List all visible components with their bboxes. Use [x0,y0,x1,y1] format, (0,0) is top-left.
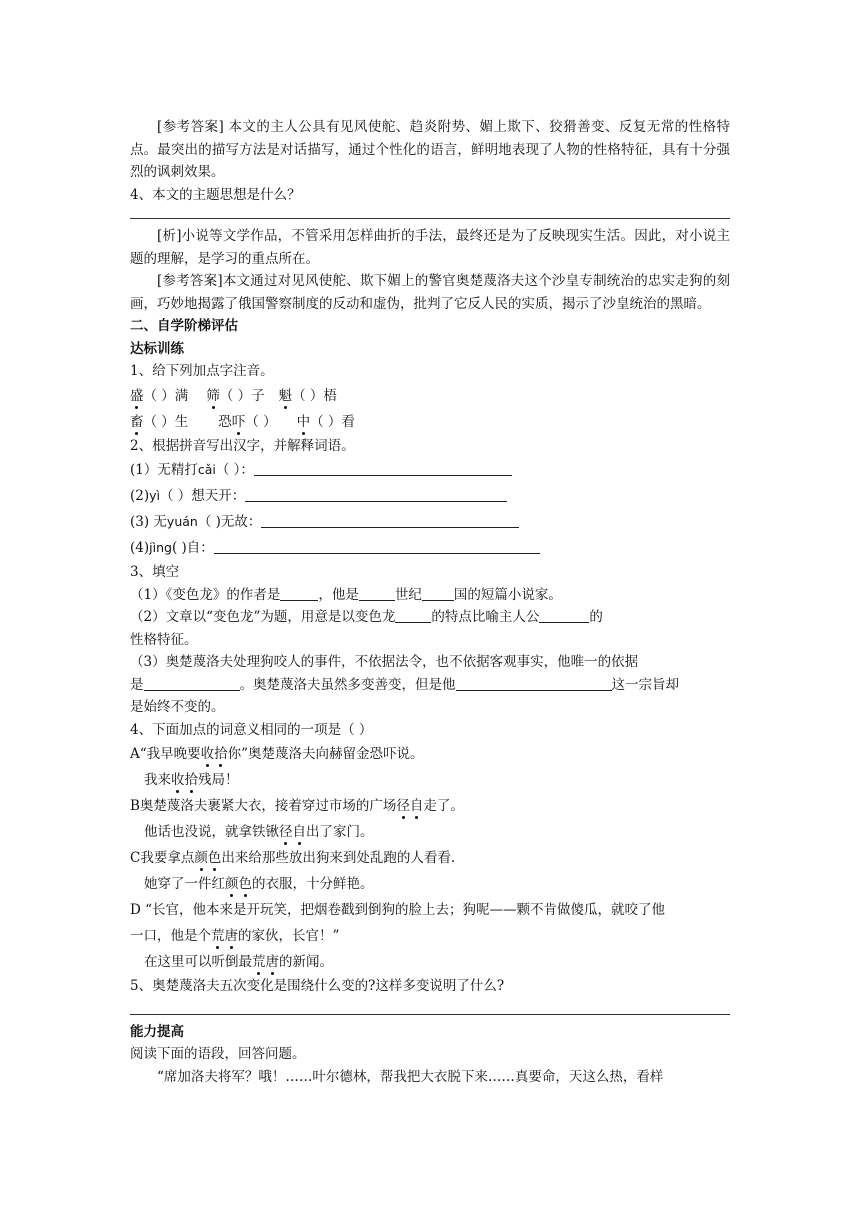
answer-blank[interactable] [280,586,318,601]
pinyin: jìng [149,540,172,555]
dotted-char: 自 [409,798,424,814]
blank-text: （ ） [245,413,277,430]
fill-1 [130,584,730,607]
section-heading: 二、自学阶梯评估 [130,318,238,334]
opt-text: 我来 [144,772,171,788]
opt-text: 的新闻。 [279,954,333,970]
exercise-1-row-1 [130,383,730,409]
dotted-char: 荒 [211,928,225,944]
exercise-2-d [130,535,730,561]
question-4: 4、本文的主题思想是什么？ [130,186,301,203]
fill-text: 。奥楚蔑洛夫虽然多变善变，但是他 [239,676,456,693]
dotted-char: 拾 [214,746,228,762]
item-tail: （ ）： [215,462,254,478]
opt-text: B奥楚蔑洛夫裹紧大衣，接着穿过市场的广场 [130,798,397,814]
subsection-heading-nengli: 能力提高 [130,1023,184,1040]
answer-blank[interactable] [261,513,519,528]
option-a-2 [130,767,730,793]
option-d-2 [130,923,730,949]
blank-text: （ ）子 [219,387,265,404]
answer-line [130,218,730,219]
dotted-char: 荒 [252,954,266,970]
dotted-char: 畜 [130,413,144,430]
exercise-5-prompt: 5、奥楚蔑洛夫五次变化是围绕什么变的?这样多变说明了什么? [130,978,505,994]
document-page [130,116,730,1088]
dotted-char: 颜 [225,876,239,892]
reference-answer-1: [参考答案] 本文的主人公具有见风使舵、趋炎附势、媚上欺下、狡猾善变、反复无常的性格特点。最突出的描写方法是对话描写，通过个性化的语言，鲜明地表现了人物的性格特征，具有十分强烈的讽刺效果。 [130,119,730,180]
item-label: (2) [130,488,150,504]
opt-text: 出了家门。 [306,824,374,840]
exercise-2-a [130,457,730,483]
dotted-char: 色 [207,850,222,866]
reading-quote: “席加洛夫将军？哦！……叶尔德林，帮我把大衣脱下来……真要命，天这么热，看样 [157,1068,664,1085]
dotted-char: 唐 [265,954,279,970]
answer-blank[interactable] [422,586,454,601]
reading-instruction: 阅读下面的语段，回答问题。 [130,1046,306,1062]
option-b-1 [130,793,730,819]
opt-text: 在这里可以听倒最 [144,954,252,970]
item-tail: ( )自： [171,540,214,556]
answer-line [130,1014,730,1015]
fill-2 [130,606,730,651]
opt-text: 走了。 [423,798,464,814]
fill-3 [130,651,730,719]
fill-text: （1）《变色龙》的作者是 [130,586,281,603]
item-label: (4) [130,540,150,556]
fill-text: 是 [130,676,144,693]
opt-text: 残局！ [198,772,239,788]
reference-answer-2: [参考答案]本文通过对见风使舵、欺下媚上的警官奥楚蔑洛夫这个沙皇专制统治的忠实走狗的刻画，巧妙地揭露了俄国警察制度的反动和虚伪，批判了它反人民的实质，揭示了沙皇统治的黑暗。 [130,273,730,312]
analysis-text: [析]小说等文学作品，不管采用怎样曲折的手法，最终还是为了反映现实生活。因此，对小说主题的理解，是学习的重点所在。 [130,228,730,267]
opt-text: 的衣服，十分鲜艳。 [252,876,374,892]
fill-text: 国的短篇小说家。 [453,586,562,603]
blank-text: （ ）满 [143,387,189,404]
answer-blank[interactable] [144,676,240,691]
option-a-1 [130,741,730,767]
fill-text: 这一宗旨却 [611,676,679,693]
pinyin: yuán [166,514,198,529]
item-tail: （ ）想天开： [160,488,246,504]
opt-text: C我要拿点 [130,850,195,866]
fill-text: 是始终不变的。 [130,699,225,715]
fill-text: （3）奥楚蔑洛夫处理狗咬人的事件，不依据法令，也不依据客观事实，他唯一的依据 [130,654,639,670]
fill-text: 性格特征。 [130,631,198,648]
answer-blank[interactable] [395,608,431,623]
fill-text: ，他是 [318,586,359,603]
option-c-2 [130,871,730,897]
dotted-char: 吓 [231,413,246,430]
dotted-char: 中 [296,413,311,430]
item-tail: （ )无故： [197,514,262,530]
exercise-4-prompt: 4、下面加点的词意义相同的一项是（ ） [130,721,373,738]
opt-text: 她穿了一件红 [144,876,225,892]
dotted-char: 收 [200,746,215,762]
answer-blank[interactable] [456,676,612,691]
exercise-3-prompt: 3、填空 [130,564,180,580]
opt-text: 他话也没说，就拿铁锹 [144,824,279,840]
fill-text: 的 [589,609,603,625]
plain-char: 恐 [218,413,232,430]
dotted-char: 收 [171,772,185,788]
option-b-2 [130,819,730,845]
subsection-heading-dabiao: 达标训练 [130,340,184,357]
exercise-1-prompt: 1、给下列加点字注音。 [130,363,274,379]
dotted-char: 色 [238,876,252,892]
option-d-1: D “长官，他本来是开玩笑，把烟卷戳到倒狗的脸上去；狗呢——颗不肯做傻瓜，就咬了他 [130,902,666,918]
exercise-2-prompt: 2、根据拼音写出汉字，并解释词语。 [130,437,355,454]
blank-text: （ ）生 [143,413,189,430]
dotted-char: 盛 [130,387,144,404]
item-label: (3) 无 [130,514,167,530]
answer-blank[interactable] [539,608,589,623]
answer-blank[interactable] [254,461,512,476]
exercise-2-c [130,509,730,535]
answer-blank[interactable] [214,539,540,554]
dotted-char: 拾 [184,772,198,788]
dotted-char: 径 [279,824,293,840]
opt-text: A“我早晚要 [130,746,201,762]
dotted-char: 魁 [278,387,293,404]
opt-text: 出来给那些放出狗来到处乱跑的人看看. [221,850,456,866]
dotted-char: 径 [396,798,410,814]
blank-text: （ ）看 [310,413,355,430]
fill-text: （2）文章以“变色龙”为题，用意是以变色龙 [130,609,396,625]
item-label: (1）无精打 [130,462,198,478]
opt-text: 一口，他是个 [130,928,211,944]
exercise-2-b [130,483,730,509]
opt-text: 的家伙，长官！” [238,928,340,944]
opt-text: 你”奥楚蔑洛夫向赫留金恐吓说。 [227,746,424,762]
dotted-char: 自 [292,824,306,840]
dotted-char: 颜 [194,850,208,866]
dotted-char: 唐 [224,928,238,944]
dotted-char: 筛 [206,387,220,404]
exercise-1-row-2 [130,409,730,435]
answer-blank[interactable] [245,487,507,502]
option-c-1 [130,845,730,871]
pinyin: cǎi [197,462,216,477]
fill-text: 的特点比喻主人公 [431,609,540,625]
answer-blank[interactable] [359,586,395,601]
option-d-3 [130,949,730,975]
blank-text: （ ）梧 [292,387,337,404]
fill-text: 世纪 [394,586,422,603]
pinyin: yì [149,488,160,503]
